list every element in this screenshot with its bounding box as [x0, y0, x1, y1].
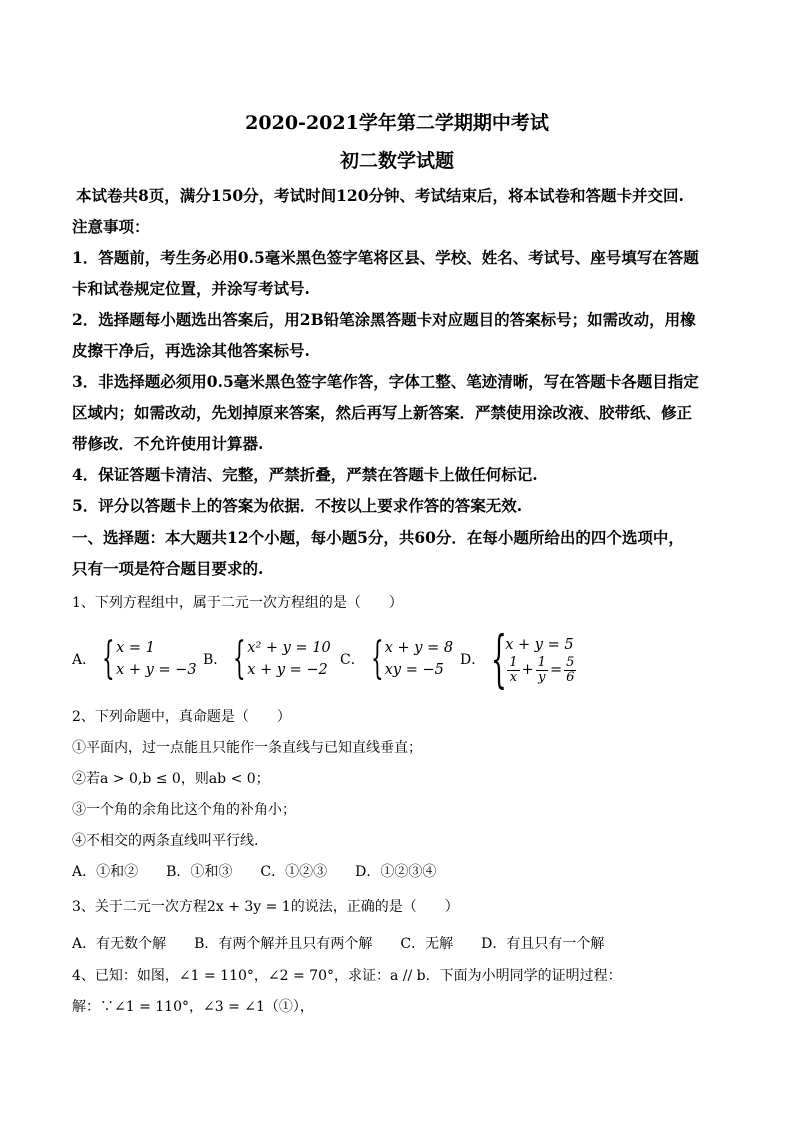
left-brace-icon: { — [233, 633, 246, 684]
left-brace-icon: { — [491, 622, 508, 695]
equation-line: x + y = 5 — [505, 636, 574, 653]
fraction — [564, 656, 576, 685]
q1-stem: 1、下列方程组中，属于二元一次方程组的是（ ） — [72, 595, 403, 611]
notice-heading: 注意事项： — [72, 217, 150, 236]
equals-sign: = — [549, 662, 563, 678]
q2-statement-2: ②若a > 0,b ≤ 0，则ab < 0； — [72, 771, 270, 787]
rule-3b: 区域内；如需改动，先划掉原来答案，然后再写上新答案．严禁使用涂改液、胶带纸、修正 — [72, 403, 693, 422]
q1-option-b — [203, 624, 331, 694]
rule-4: 4．保证答题卡清洁、完整，严禁折叠，严禁在答题卡上做任何标记. — [72, 465, 538, 484]
q3-options: A．有无数个解 B．有两个解并且只有两个解 C．无解 D．有且只有一个解 — [72, 936, 605, 952]
numerator: 1 — [537, 654, 546, 670]
q1-option-a — [72, 624, 197, 694]
equation-line: xy = −5 — [384, 662, 444, 678]
equation-system — [116, 637, 196, 681]
q4-stem: 4、已知：如图，∠1 = 110°，∠2 = 70°，求证：a // b．下面为小明同学的证明过程： — [72, 968, 622, 984]
rule-5: 5．评分以答题卡上的答案为依据．不按以上要求作答的答案无效. — [72, 496, 523, 515]
q1-option-d — [460, 624, 578, 694]
exam-title: 2020-2021学年第二学期期中考试 — [245, 112, 549, 134]
rule-3a: 3．非选择题必须用0.5毫米黑色签字笔作答，字体工整、笔迹清晰，写在答题卡各题目指定 — [72, 372, 699, 391]
q1-option-c — [340, 624, 453, 694]
equation-system — [247, 637, 330, 681]
equation-line: x² + y = 10 — [247, 640, 331, 656]
equation-line: x = 1 — [116, 640, 155, 656]
left-brace-icon: { — [370, 633, 384, 684]
denominator: y — [538, 669, 546, 685]
option-label: D． — [460, 652, 486, 668]
rule-1b: 卡和试卷规定位置，并涂写考试号. — [72, 279, 310, 298]
section1-heading-b: 只有一项是符合题目要求的. — [72, 559, 264, 578]
q1-options — [72, 624, 732, 694]
q2-options: A．①和② B．①和③ C．①②③ D．①②③④ — [72, 864, 437, 880]
equation-line: x + y = 8 — [384, 640, 454, 656]
rule-2b: 皮擦干净后，再选涂其他答案标号. — [72, 341, 310, 360]
equation-system — [505, 634, 578, 685]
fraction — [536, 656, 548, 685]
q2-statement-1: ①平面内，过一点能且只能作一条直线与已知直线垂直； — [72, 740, 422, 756]
fraction — [507, 656, 519, 685]
fraction-equation — [505, 656, 578, 685]
q2-statement-4: ④不相交的两条直线叫平行线. — [72, 833, 259, 849]
q4-proof-line: 解：∵∠1 = 110°，∠3 = ∠1（①）， — [72, 999, 314, 1015]
option-label: B． — [203, 652, 228, 668]
numerator: 5 — [566, 654, 575, 670]
option-label: C． — [340, 652, 365, 668]
rule-1a: 1．答题前，考生务必用0.5毫米黑色签字笔将区县、学校、姓名、考试号、座号填写在答题 — [72, 248, 699, 267]
equation-line: x + y = −3 — [116, 662, 197, 678]
denominator: 6 — [566, 669, 575, 685]
section1-heading-a: 一、选择题：本大题共12个小题，每小题5分，共60分．在每小题所给出的四个选项中， — [72, 528, 684, 547]
equation-system — [385, 637, 453, 681]
intro-line: 本试卷共8页，满分150分，考试时间120分钟、考试结束后，将本试卷和答题卡并交回. — [76, 186, 684, 205]
subject-title: 初二数学试题 — [339, 150, 454, 172]
q2-stem: 2、下列命题中，真命题是（ ） — [72, 709, 291, 725]
option-label: A． — [72, 652, 97, 668]
denominator: x — [509, 669, 518, 685]
plus-sign: + — [521, 662, 534, 678]
equation-line: x + y = −2 — [247, 662, 328, 678]
rule-3c: 带修改．不允许使用计算器. — [72, 434, 264, 453]
q3-stem: 3、关于二元一次方程2x + 3y = 1的说法，正确的是（ ） — [72, 899, 459, 915]
numerator: 1 — [509, 654, 518, 670]
rule-2a: 2．选择题每小题选出答案后，用2B铅笔涂黑答题卡对应题目的答案标号；如需改动，用橡 — [72, 310, 696, 329]
q2-statement-3: ③一个角的余角比这个角的补角小； — [72, 802, 296, 818]
left-brace-icon: { — [102, 633, 115, 684]
